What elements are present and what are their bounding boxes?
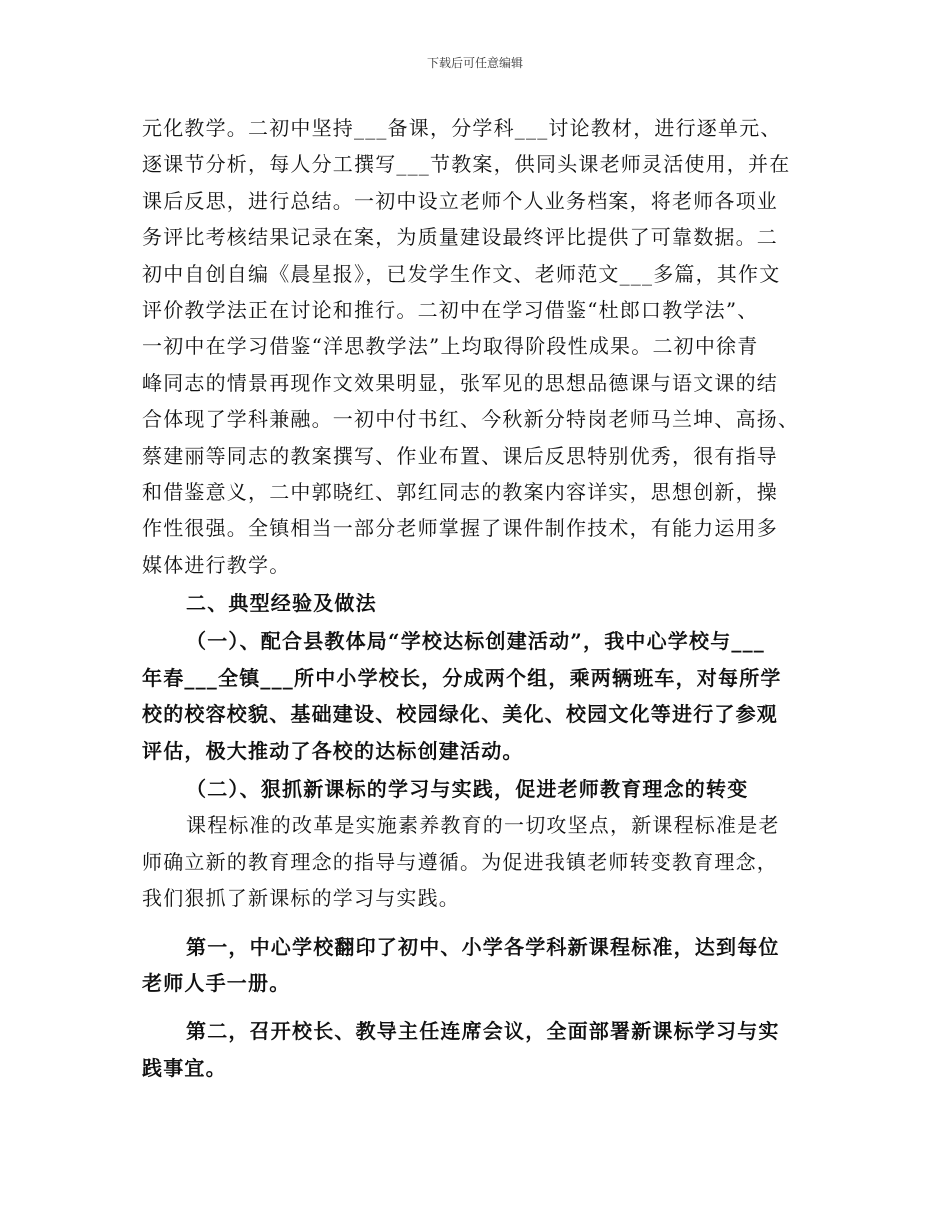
text-line: 践事宜。 <box>142 1055 227 1080</box>
text-line: （一）、配合县教体局“学校达标创建活动”，我中心学校与___ <box>186 629 766 654</box>
text-line: 逐课节分析，每人分工撰写___节教案，供同头课老师灵活使用，并在 <box>142 152 791 177</box>
text-line: （二）、狠抓新课标的学习与实践，促进老师教育理念的转变 <box>186 776 749 801</box>
intro-paragraph <box>142 110 822 583</box>
text-line: 合体现了学科兼融。一初中付书红、今秋新分特岗老师马兰坤、高扬、 <box>142 407 800 432</box>
text-line: 第二，召开校长、教导主任连席会议，全面部署新课标学习与实 <box>186 1019 780 1044</box>
document-body <box>142 110 822 1086</box>
point-one-paragraph <box>142 929 822 1002</box>
text-line: 我们狠抓了新课标的学习与实践。 <box>142 886 460 911</box>
text-line: 作性很强。全镇相当一部分老师掌握了课件制作技术，有能力运用多 <box>142 516 778 541</box>
text-line: 一初中在学习借鉴“洋思教学法”上均取得阶段性成果。二初中徐青 <box>142 334 759 359</box>
text-line: 年春___全镇___所中小学校长，分成两个组，乘两辆班车，对每所学 <box>142 665 782 690</box>
text-line: 峰同志的情景再现作文效果明显，张军见的思想品德课与语文课的结 <box>142 370 778 395</box>
subsection-one-paragraph <box>142 623 822 769</box>
text-line: 课后反思，进行总结。一初中设立老师个人业务档案，将老师各项业 <box>142 188 778 213</box>
text-line: 老师人手一册。 <box>142 970 291 995</box>
curriculum-paragraph <box>142 807 822 916</box>
subsection-two-heading <box>142 771 822 807</box>
text-line: 评估，极大推动了各校的达标创建活动。 <box>142 738 524 763</box>
text-line: 师确立新的教育理念的指导与遵循。为促进我镇老师转变教育理念， <box>142 849 778 874</box>
text-line: 蔡建丽等同志的教案撰写、作业布置、课后反思特别优秀，很有指导 <box>142 443 778 468</box>
text-line: 第一，中心学校翻印了初中、小学各学科新课程标准，达到每位 <box>186 934 780 959</box>
text-line: 元化教学。二初中坚持___备课，分学科___讨论教材，进行逐单元、 <box>142 116 782 140</box>
text-line: 务评比考核结果记录在案，为质量建设最终评比提供了可靠数据。二 <box>142 225 778 250</box>
text-line: 校的校容校貌、基础建设、校园绿化、美化、校园文化等进行了参观 <box>142 702 778 727</box>
text-line: 媒体进行教学。 <box>142 552 291 577</box>
text-line: 评价教学法正在讨论和推行。二初中在学习借鉴“杜郎口教学法”、 <box>142 298 759 323</box>
text-line: 初中自创自编《晨星报》，已发学生作文、老师范文___多篇，其作文 <box>142 261 781 286</box>
section-heading: 二、典型经验及做法 <box>186 591 377 616</box>
point-two-paragraph <box>142 1013 822 1086</box>
text-line: 和借鉴意义，二中郭晓红、郭红同志的教案内容详实，思想创新，操 <box>142 480 778 505</box>
page-header: 下载后可任意编辑 <box>426 56 523 70</box>
text-line: 课程标准的改革是实施素养教育的一切攻坚点，新课程标准是老 <box>186 813 780 838</box>
